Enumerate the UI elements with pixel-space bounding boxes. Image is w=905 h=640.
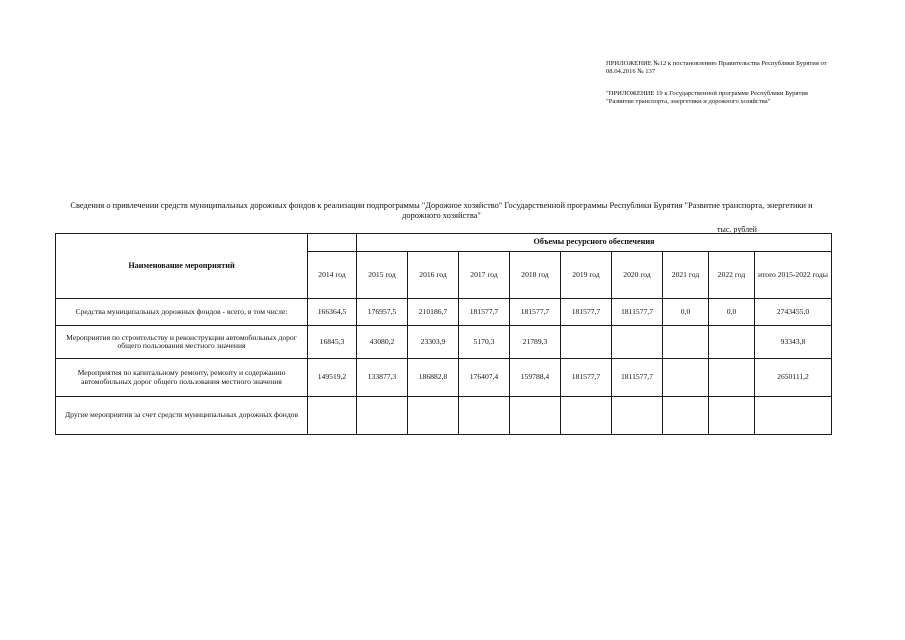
year-header-2021: 2021 год (663, 252, 709, 299)
column-header-volume: Объемы ресурсного обеспечения (357, 234, 832, 252)
table-cell: 176957,5 (357, 299, 408, 326)
resource-table (55, 233, 832, 435)
table-cell: 176407,4 (459, 359, 510, 397)
row-label: Средства муниципальных дорожных фондов - всего, в том числе: (56, 299, 308, 326)
table-cell (663, 359, 709, 397)
table-cell (709, 397, 755, 435)
table-cell: 210186,7 (408, 299, 459, 326)
table-cell (561, 326, 612, 359)
year-header-2016: 2016 год (408, 252, 459, 299)
table-cell (408, 397, 459, 435)
table-cell: 1811577,7 (612, 359, 663, 397)
row-label: Мероприятия по капитальному ремонту, ремонту и содержанию автомобильных дорог общего пользования местного значения (56, 359, 308, 397)
column-header-name: Наименование мероприятий (56, 234, 308, 299)
table-cell: 21789,3 (510, 326, 561, 359)
table-row (56, 299, 832, 326)
year-header-2022: 2022 год (709, 252, 755, 299)
year-header-2017: 2017 год (459, 252, 510, 299)
table-cell: 166364,5 (308, 299, 357, 326)
table-header-row-1 (56, 234, 832, 252)
table-cell: 181577,7 (561, 359, 612, 397)
table-cell: 133877,3 (357, 359, 408, 397)
table-cell: 181577,7 (459, 299, 510, 326)
year-header-2014: 2014 год (308, 252, 357, 299)
table-cell (709, 359, 755, 397)
table-cell: 186882,8 (408, 359, 459, 397)
table-cell: 1811577,7 (612, 299, 663, 326)
table-cell: 2743455,0 (755, 299, 832, 326)
table-cell (612, 326, 663, 359)
appendix-12-note: ПРИЛОЖЕНИЕ №12 к постановлению Правительства Республики Бурятия от 08.04.2016 № 137 (606, 60, 827, 76)
table-row (56, 359, 832, 397)
year-header-2019: 2019 год (561, 252, 612, 299)
table-cell (755, 397, 832, 435)
row-label: Другие мероприятия за счет средств муниципальных дорожных фондов (56, 397, 308, 435)
header-spacer-cell (308, 234, 357, 252)
year-header-2018: 2018 год (510, 252, 561, 299)
table-cell: 181577,7 (510, 299, 561, 326)
year-header-2020: 2020 год (612, 252, 663, 299)
table-cell (663, 397, 709, 435)
table-cell (357, 397, 408, 435)
table-cell: 159788,4 (510, 359, 561, 397)
row-label: Мероприятия по строительству и реконструкции автомобильных дорог общего пользования местного значения (56, 326, 308, 359)
table-cell: 0,0 (663, 299, 709, 326)
total-header: итого 2015-2022 годы (755, 252, 832, 299)
table-cell: 0,0 (709, 299, 755, 326)
table-cell (561, 397, 612, 435)
units-label: тыс. рублей (717, 225, 757, 234)
document-title: Сведения о привлечении средств муниципальных дорожных фондов к реализации подпрограммы "Дорожное хозяйство" Государственной программы Республики Бурятия "Развитие транспорта, энергетики и дорожного хозяйства" (70, 201, 813, 220)
year-header-2015: 2015 год (357, 252, 408, 299)
table-cell: 181577,7 (561, 299, 612, 326)
appendix-19-note: "ПРИЛОЖЕНИЕ 19 к Государственной программе Республики Бурятия "Развитие транспорта, энергетики и дорожного хозяйства" (606, 90, 808, 106)
table-cell (510, 397, 561, 435)
table-row (56, 397, 832, 435)
table-cell (612, 397, 663, 435)
table-cell (308, 397, 357, 435)
table-cell: 2650111,2 (755, 359, 832, 397)
table-cell: 5170,3 (459, 326, 510, 359)
table-cell (459, 397, 510, 435)
table-cell (709, 326, 755, 359)
table-cell: 149519,2 (308, 359, 357, 397)
table-cell: 16845,3 (308, 326, 357, 359)
table-cell: 43080,2 (357, 326, 408, 359)
table-cell: 23303,9 (408, 326, 459, 359)
table-cell (663, 326, 709, 359)
table-cell: 93343,8 (755, 326, 832, 359)
table-row (56, 326, 832, 359)
